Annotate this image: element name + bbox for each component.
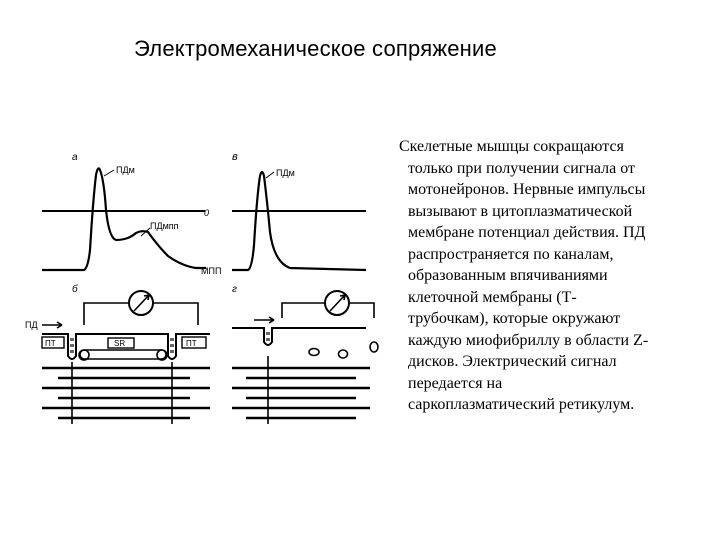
t-tubule-dashes-g [267,332,269,344]
text-line: передается на [408,374,503,392]
pd-arrow-g [254,317,274,323]
action-potential-trace-v [232,172,366,270]
text-line: клеточной мембраны (Т- [408,288,577,306]
myofilaments-b [42,368,210,418]
label-pointer-pd-v [266,172,274,178]
sr-vesicles-g [309,342,378,358]
panel-letter-a: а [72,152,78,163]
slide-title: Электромеханическое сопряжение [134,36,497,61]
label-zero-a: 0 [204,208,210,218]
pd-arrow-b [42,322,62,328]
myofilaments-g [232,368,370,418]
text-line: мембране потенциал действия. ПД [408,224,646,241]
label-pt-right: ПТ [186,339,197,348]
label-pd-mpp: ПДмпп [150,221,179,231]
panel-letter-g: г [232,284,237,295]
panel-letter-v: в [232,151,238,163]
label-pt-left: ПТ [45,339,56,348]
z-lines-b [72,362,172,424]
text-line: мотонейронов. Нервные импульсы [408,181,646,198]
label-pd-m-v: ПДм [276,168,295,178]
membrane-g [232,328,366,345]
text-line: каждую миофибриллу в области Z- [408,331,649,349]
voltmeter-needle-g [330,295,345,311]
voltmeter-needle-b [134,295,149,311]
text-line: трубочкам), которые окружают [408,310,621,327]
label-pd-m-a: ПДм [116,165,135,175]
label-pd-arrow-b: ПД [25,320,38,330]
action-potential-trace-a [42,168,206,270]
text-line: распространяется по каналам, [408,245,614,263]
text-line: вызывают в цитоплазматической [408,202,633,220]
text-line: только при получении сигнала от [408,159,636,177]
panel-letter-b: б [72,284,78,295]
text-line: Скелетные мышцы сокращаются [399,138,624,155]
label-mpp: МПП [201,266,222,276]
sr-tube [80,350,166,359]
text-line: дисков. Электрический сигнал [408,353,617,370]
label-sr: SR [114,339,126,348]
label-pointer-pd-a [104,170,114,176]
text-line: саркоплазматический ретикулум. [408,396,635,413]
text-line: образованным впячиваниями [408,267,608,284]
